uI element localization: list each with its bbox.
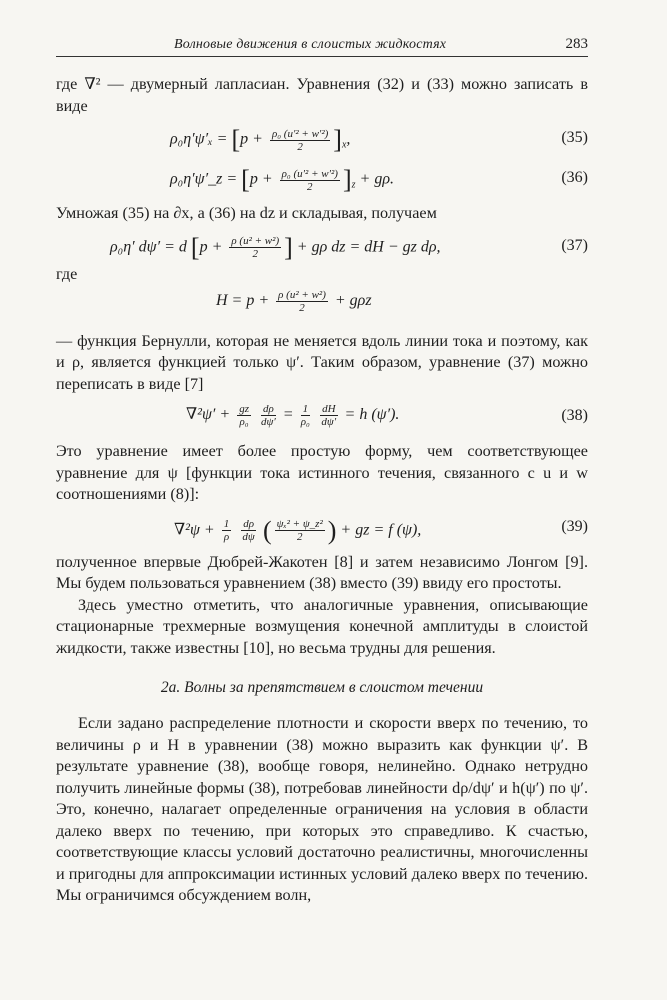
section-title: 2а. Волны за препятствием в слоистом течении (160, 679, 484, 696)
eq38-equals: = (282, 406, 294, 424)
eq35-subscript: x (341, 139, 347, 151)
eq38-lhs: ∇²ψ′ + (186, 406, 231, 424)
eq36-numerator: ρ₀ (u′² + w′²) (281, 167, 338, 180)
equation-36: ρ₀η′ψ′_z = [p + $\frac{\text{ρ₀ (u′² + w′²)}}{2}$ ]$_z + g\rho$. (36) (170, 165, 588, 194)
paragraph-multiplying: Умножая (35) на ∂x, а (36) на dz и складывая, получаем (56, 204, 437, 222)
paragraph-laplacian: где ∇² — двумерный лапласиан. Уравнения (32) и (33) можно записать в виде (56, 75, 588, 115)
paragraph-upstream: Если задано распределение плотности и скорости вверх по течению, то величины ρ и H в уравнении (38) можно выразить как функции ψ′. В результате уравнение (38), вообще говоря, нелинейно. Однако нетрудно получить линейные формы (38), потребовав линейности dρ/dψ′ и h(ψ′) по ψ′. Это, конечно, налагает определенные ограничения на условия в области далеко вверх по течению, при которых это справедливо. К счастью, соответствующие классы условий достаточно реалистичны, многочисленны и пригодны для аппроксимации истинных условий далеко вверх по течению. Мы ограничимся обсуждением волн, (56, 714, 588, 904)
eq37-pre: p + (199, 238, 223, 256)
equation-number-37: (37) (561, 236, 588, 254)
eq39-fraction-3 (275, 518, 325, 543)
eq38-post: = h (ψ′). (344, 406, 400, 424)
eq35-pre: p + (240, 130, 263, 148)
eq39-den-3: 2 (296, 531, 303, 543)
equation-number-39: (39) (561, 517, 588, 535)
eq38-num-2: dρ (262, 403, 274, 415)
eq36-lhs: ρ₀η′ψ′_z = (170, 170, 238, 188)
page-header (56, 36, 588, 57)
equation-38 (56, 395, 588, 435)
eq38-fraction-1 (237, 403, 251, 428)
eqH-lhs: H = p + (216, 291, 270, 309)
eq38-den-3: ρ₀ (300, 416, 310, 428)
eq38-num-4: dH (322, 403, 336, 415)
paragraph-dubreil: полученное впервые Дюбрей-Жакотен [8] и затем независимо Лонгом [9]. Мы будем пользоваться уравнением (38) вместо (39) ввиду его простоты. (56, 552, 588, 592)
eq39-num-1: 1 (223, 518, 230, 530)
eq39-fraction-1 (222, 518, 232, 543)
eq37-denominator: 2 (252, 248, 258, 260)
equation-35: ρ₀η′ψ′ₓ = [p + $\frac{\text{ρ₀ (u′² + w′²)}}{2}$ ]$_x$, (35) (170, 125, 588, 154)
eq36-fraction (280, 168, 340, 193)
paragraph-bernoulli: — функция Бернулли, которая не меняется вдоль линии тока и поэтому, как и ρ, является функцией только ψ′. Таким образом, уравнение (37) можно переписать в виде [7] (56, 331, 588, 393)
eq35-fraction (270, 128, 330, 153)
eqH-post: + gρz (334, 291, 372, 309)
eq38-fraction-3 (301, 403, 311, 428)
paragraph-simpler-form: Это уравнение имеет более простую форму, чем соответствующее уравнение для ψ [функции тока истинного течения, связанного с u и w соотношениями (8)]: (56, 442, 588, 503)
equation-number-38: (38) (561, 407, 588, 424)
eq36-subscript: z (351, 179, 356, 191)
eq36-pre: p + (249, 170, 273, 188)
eq35-denominator: 2 (297, 140, 303, 153)
page-number: 283 (565, 36, 588, 52)
eq35-numerator: ρ₀ (u′² + w′²) (271, 127, 329, 140)
eq39-den-1: ρ (223, 531, 230, 543)
eq39-post: + gz = f (ψ), (340, 521, 422, 539)
book-page (56, 36, 588, 907)
eq37-lhs: ρ₀η′ dψ′ = d (110, 238, 187, 256)
paragraph-three-dimensional: Здесь уместно отметить, что аналогичные уравнения, описывающие стационарные трехмерные возмущения конечной амплитуды в слоистой жидкости, также известны [10], но весьма трудны для решения. (56, 595, 588, 657)
eq35-post: , (346, 130, 351, 148)
eq37-post: + gρ dz = dH − gz dρ, (296, 238, 441, 256)
eq38-fraction-2 (261, 403, 276, 428)
eq39-fraction-2 (241, 518, 256, 543)
eqH-fraction (276, 289, 328, 314)
eq37-fraction (229, 235, 281, 260)
eq37-numerator: ρ (u² + w²) (231, 235, 280, 247)
eqH-denominator: 2 (299, 301, 305, 314)
where-label: где (56, 264, 78, 283)
eq39-num-3: ψₓ² + ψ_z² (276, 518, 323, 530)
running-title: Волновые движения в слоистых жидкостях (174, 37, 447, 52)
eq38-fraction-4 (320, 403, 337, 428)
eq38-num-1: gz (239, 403, 249, 415)
eq39-den-2: dψ (242, 531, 255, 543)
equation-number-36: (36) (561, 169, 588, 186)
eq38-den-1: ρ₀ (239, 416, 249, 428)
equation-bernoulli (56, 287, 588, 327)
eq38-num-3: 1 (302, 403, 309, 415)
eq39-lhs: ∇²ψ + (174, 521, 215, 539)
equation-39: ∇²ψ + $\frac{1}{\rho}$ $\frac{d\rho}{d\psi}$ ( $\frac{\text{ψₓ² + ψ\_z²}}{2}$ ) + gz = f (ψ), (39) (174, 515, 588, 545)
eq39-num-2: dρ (243, 518, 254, 530)
eq38-den-4: dψ′ (321, 416, 337, 428)
eq35-lhs: ρ₀η′ψ′ₓ = (170, 130, 228, 148)
eq38-den-2: dψ′ (261, 416, 276, 428)
eqH-numerator: ρ (u² + w²) (278, 288, 326, 301)
eq36-post: + gρ. (359, 170, 395, 188)
equation-37: ρ₀η′ dψ′ = d [p + $\frac{\text{ρ (u² + w²)}}{2}$ ] + gρ dz = dH − gz dρ, (37) (110, 232, 588, 262)
eq36-denominator: 2 (307, 180, 313, 193)
equation-number-35: (35) (561, 129, 588, 146)
